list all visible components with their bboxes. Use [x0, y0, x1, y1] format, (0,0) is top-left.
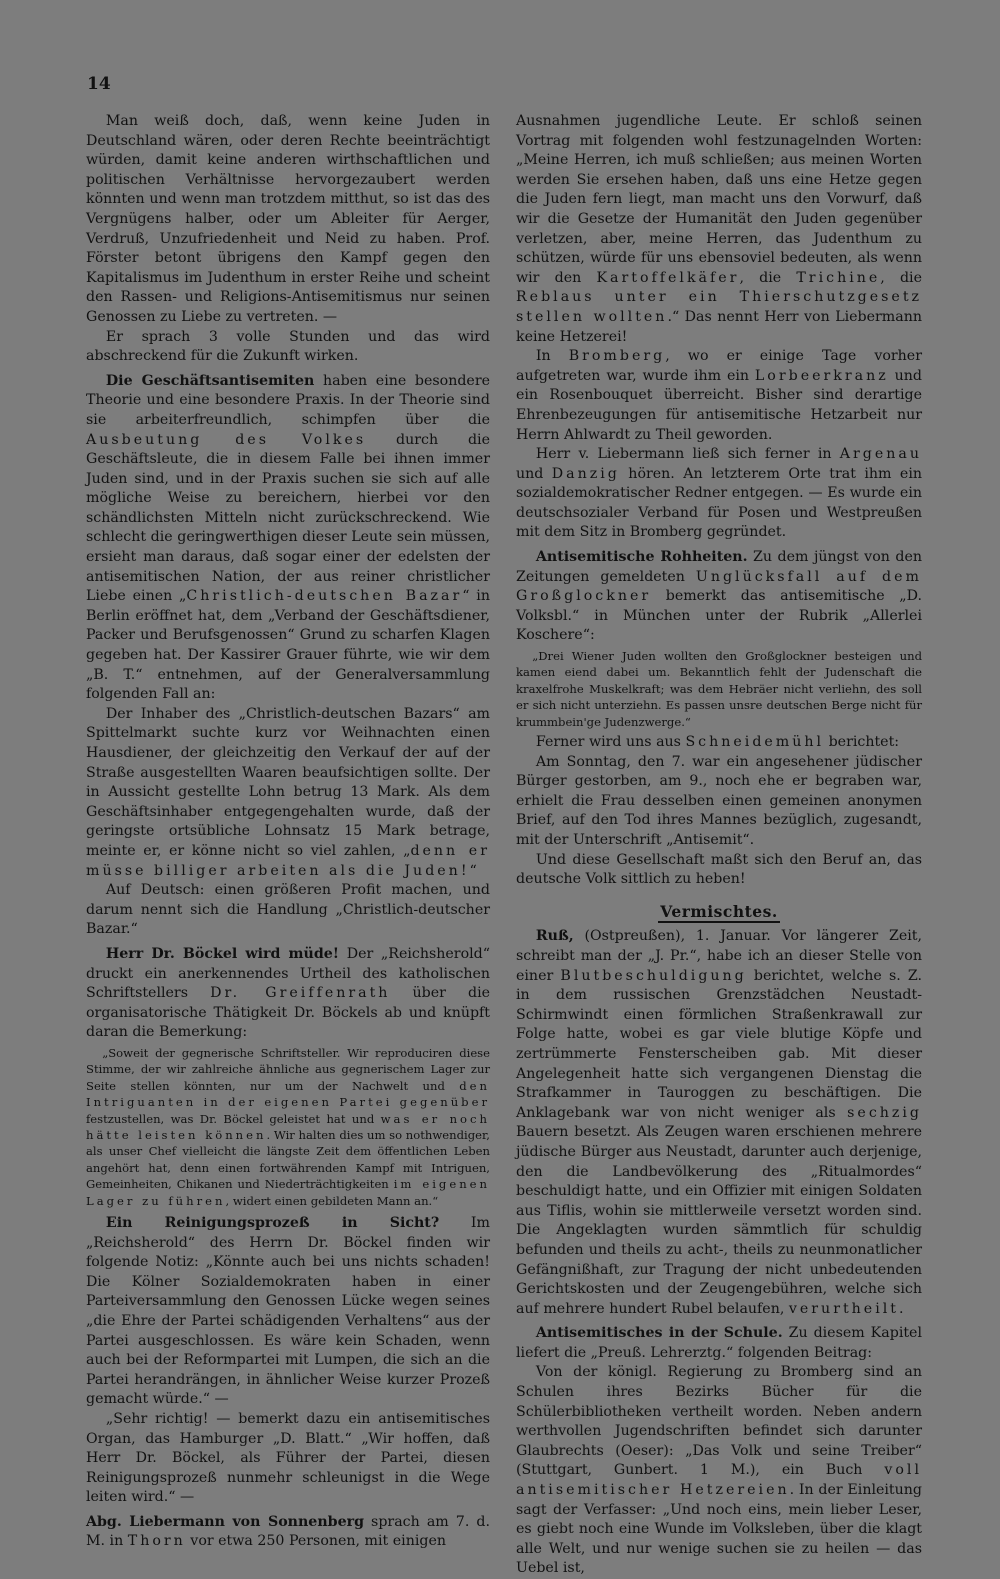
article-liebermann: Abg. Liebermann von Sonnenberg sprach am 7. d. M. in Thorn vor etwa 250 Personen, mit einigen [86, 1513, 490, 1550]
paragraph-argenau-danzig: Herr v. Liebermann ließ sich ferner in Argenau und Danzig hören. An letzterem Orte trat ihm ein sozialdemokratischer Redner entgegen. — Es wurde ein deutschsozialer Verband für Posen und Westpreußen mit dem Sitz in Bromberg gegründet. [516, 446, 922, 541]
article-russ: Ruß, (Ostpreußen), 1. Januar. Vor längerer Zeit, schreibt man der „J. Pr.“, habe ich an dieser Stelle von einer Blutbeschuldigung berichtet, welche s. Z. in dem russischen Grenzstädchen Neustadt-Schirmwindt einen förmlichen Straßenkrawall zur Folge hatte, wobei es gar viele blutige Köpfe und zertrümmerte Fensterscheiben gab. Mit dieser Angelegenheit hatte sich vergangenen Dienstag die Strafkammer in Tauroggen zu beschäftigen. Die Anklagebank war von nicht weniger als sechzig Bauern besetzt. Als Zeugen waren erschienen mehrere jüdische Bürger aus Neustadt, darunter auch derjenige, den die Landbevölkerung des „Ritualmordes“ beschuldigt hatte, und ein Offizier mit einigen Soldaten aus Tiflis, wohin sie mittlerweile versetzt worden sind. Die Angeklagten wurden sämmtlich für schuldig befunden und theils zu acht-, theils zu neunmonatlicher Gefängnißhaft, zur Tragung der nicht unbedeutenden Gerichtskosten und der Zeugengebühren, welche sich auf mehrere hundert Rubel belaufen, verurtheilt. [516, 928, 922, 1317]
paragraph-speech-duration: Er sprach 3 volle Stunden und das wird abschreckend für die Zukunft wirken. [86, 328, 490, 365]
paragraph-anonymer-brief: Am Sonntag, den 7. war ein angesehener jüdischer Bürger gestorben, am 9., noch ehe er begraben war, erhielt die Frau desselben einen gemeinen anonymen Brief, auf den Tod ihres Mannes bezüglich, zugesandt, mit der Unterschrift „Antisemit“. [516, 753, 922, 849]
paragraph-bazar-inhaber: Der Inhaber des „Christlich-deutschen Bazars“ am Spittelmarkt suchte kurz vor Weihnachten einen Hausdiener, der gleichzeitig den Verkauf der auf der Straße ausgestellten Waaren beaufsichtigen sollte. Der in Aussicht gestellte Lohn betrug 13 Mark. Als dem Geschäftsinhaber entgegengehalten wurde, daß der geringste ortsübliche Lohnsatz 15 Mark betrage, meinte er, er könne nicht so viel zahlen, „denn er müsse billiger arbeiten als die Juden!“ [86, 705, 490, 879]
left-column [86, 112, 490, 1552]
article-heading: Herr Dr. Böckel wird müde! [105, 945, 339, 962]
paragraph-schuelerbibliothek: Von der königl. Regierung zu Bromberg sind an Schulen ihres Bezirks Bücher für die Schülerbibliotheken vertheilt worden. Neben andern werthvollen Jugendschriften befindet sich darunter Glaubrechts (Oeser): „Das Volk und seine Treiber“ (Stuttgart, Gunbert. 1 M.), ein Buch voll antisemitischer Hetzereien. In der Einleitung sagt der Verfasser: „Und noch eins, mein lieber Leser, es giebt noch eine Wunde im Volksleben, über die klagt alle Welt, und nur wenige suchen sie zu heilen — das Uebel ist, [516, 1364, 922, 1577]
paragraph-bromberg: In Bromberg, wo er einige Tage vorher aufgetreten war, wurde ihm ein Lorbeerkranz und ein Rosenbouquet überreicht. Bisher sind derartige Ehrenbezeugungen für antisemitische Hetzarbeit nur Herrn Ahlwardt zu Theil geworden. [516, 348, 922, 443]
page-number: 14 [87, 74, 111, 94]
article-heading: Die Geschäftsantisemiten [105, 372, 315, 389]
paragraph-auf-deutsch: Auf Deutsch: einen größeren Profit machen, und darum nennt sich die Handlung „Christlich-deutscher Bazar.“ [86, 882, 490, 938]
article-heading: Antisemitische Rohheiten. [535, 549, 748, 566]
paragraph-schneidemuehl: Ferner wird uns aus Schneidemühl berichtet: [535, 734, 900, 751]
article-heading: Ruß, [535, 928, 574, 945]
article-rohheiten: Antisemitische Rohheiten. Zu dem jüngst von den Zeitungen gemeldeten Unglücksfall auf dem Großglockner bemerkt das antisemitische „D. Volksbl.“ in München unter der Rubrik „Allerlei Koschere“: [516, 549, 922, 644]
article-heading: Abg. Liebermann von Sonnenberg [86, 1513, 364, 1530]
quote-volksblatt: „Drei Wiener Juden wollten den Großglockner besteigen und kamen eiend dabei um. Bekanntlich fehlt der Judenschaft die kraxelfrohe Muskelkraft; was dem Hebräer nicht verliehn, des soll er sich nicht unterziehn. Es passen unsre deutschen Berge nicht für krummbein'ge Judenzwerge.“ [516, 649, 922, 729]
right-column [516, 112, 922, 1579]
article-schule: Antisemitisches in der Schule. Zu diesem Kapitel liefert die „Preuß. Lehrerztg.“ folgenden Beitrag: [516, 1325, 922, 1361]
article-geschaeftsantisemiten: Die Geschäftsantisemiten haben eine besondere Theorie und eine besondere Praxis. In der Theorie sind sie arbeiterfreundlich, schimpfen über die Ausbeutung des Volkes durch die Geschäftsleute, die in diesem Falle bei ihnen immer Juden sind, und in der Praxis suchen sie sich auf alle mögliche Weise zu bereichern, hierbei vor den schändlichsten Mitteln nicht zurückschreckend. Wie schlecht die geringwerthigen dieser Leute sein müssen, ersieht man daraus, daß sogar einer der edelsten der antisemitischen Nation, der aus reiner christlicher Liebe einen „Christlich-deutschen Bazar“ in Berlin eröffnet hat, dem „Verband der Geschäftsdiener, Packer und Berufsgenossen“ Grund zu scharfen Klagen gegeben hat. Der Kassirer Grauer führte, wie wir dem „B. T.“ entnehmen, auf der Generalversammlung folgenden Fall an: [86, 372, 490, 703]
paragraph-liebermann-speech: Ausnahmen jugendliche Leute. Er schloß seinen Vortrag mit folgenden wohl festzunagelnden Worten: „Meine Herren, ich muß schließen; aus meinen Worten werden Sie ersehen haben, daß uns eine Hetze gegen die Juden fern liegt, man macht uns den Vorwurf, daß wir die Gesetze der Humanität den Juden gegenüber verletzen, aber, meine Herren, das Judenthum zu schützen, würde für uns ebensoviel bedeuten, als wenn wir den Kartoffelkäfer, die Trichine, die Reblaus unter ein Thierschutzgesetz stellen wollten.“ Das nennt Herr von Liebermann keine Hetzerei! [516, 113, 922, 345]
paragraph-sehr-richtig: „Sehr richtig! — bemerkt dazu ein antisemitisches Organ, das Hamburger „D. Blatt.“ „Wir hoffen, daß Herr Dr. Böckel, als Führer der Partei, diesen Reinigungsprozeß nunmehr schleunigst in die Wege leiten wird.“ — [86, 1410, 490, 1506]
article-reinigungsprozess: Ein Reinigungsprozeß in Sicht? Im „Reichsherold“ des Herrn Dr. Böckel finden wir folgende Notiz: „Könnte auch bei uns nichts schaden! Die Kölner Sozialdemokraten haben in einer Parteiversammlung den Genossen Lücke wegen seines „die Ehre der Partei schädigenden Verhaltens“ aus der Partei ausgeschlossen. Es wäre kein Schaden, wenn auch bei der Reformpartei mit Lumpen, die sich an die Partei herandrängen, in ähnlicher Weise kurzer Prozeß gemacht würde.“ — [86, 1214, 490, 1408]
paragraph-foerster: Man weiß doch, daß, wenn keine Juden in Deutschland wären, oder deren Rechte beeinträchtigt würden, damit keine anderen wirthschaftlichen und politischen Verhältnisse hervorgezaubert werden könnten und wenn man trotzdem mitthut, so ist das des Vergnügens halber, oder um Ableiter für Aerger, Verdruß, Unzufriedenheit und Neid zu haben. Prof. Förster betont übrigens den Kampf gegen den Kapitalismus im Judenthum in erster Reihe und scheint den Rassen- und Religions-Antisemitismus nur seinen Genossen zu Liebe zu vertreten. — [86, 113, 490, 325]
article-heading: Ein Reinigungsprozeß in Sicht? [105, 1214, 440, 1231]
article-heading: Antisemitisches in der Schule. [535, 1325, 783, 1342]
paragraph-gesellschaft: Und diese Gesellschaft maßt sich den Beruf an, das deutsche Volk sittlich zu heben! [516, 851, 922, 888]
quote-reichsherold: „Soweit der gegnerische Schriftsteller. Wir reproduciren diese Stimme, der wir zahlreiche ähnliche aus gegnerischem Lager zur Seite stellen könnten, nur um der Nachwelt und den Intriguanten in der eigenen Partei gegenüber festzustellen, was Dr. Böckel geleistet hat und was er noch hätte leisten können. Wir halten dies um so nothwendiger, als unser Chef vielleicht die längste Zeit dem öffentlichen Leben angehört hat, denn einen fortwährenden Kampf mit Intriguen, Gemeinheiten, Chikanen und Niederträchtigkeiten im eigenen Lager zu führen, widert einen gebildeten Mann an.“ [86, 1045, 490, 1208]
article-boeckel: Herr Dr. Böckel wird müde! Der „Reichsherold“ druckt ein anerkennendes Urtheil des katholischen Schriftstellers Dr. Greiffenrath über die organisatorische Thätigkeit Dr. Böckels ab und knüpft daran die Bemerkung: [86, 945, 491, 1041]
section-title-vermischtes: Vermischtes. [660, 901, 778, 921]
